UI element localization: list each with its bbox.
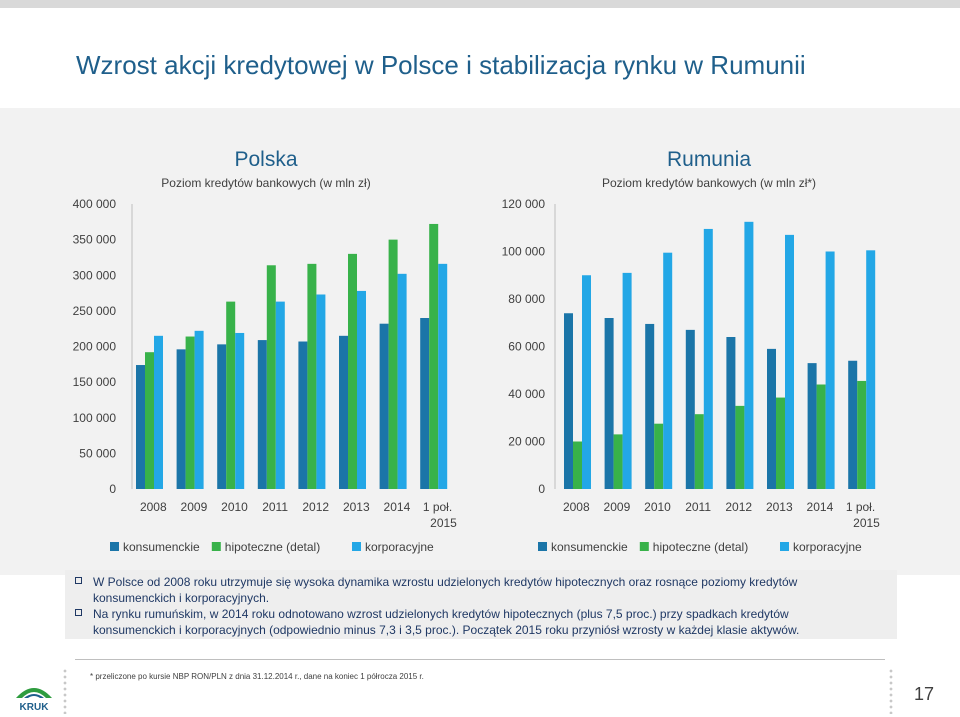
x-tick-label: 2015 [430,516,457,530]
bar-hipoteczne-2013 [776,398,785,489]
bar-konsumenckie-1po2015 [848,361,857,489]
bullet-marker-2 [75,609,82,616]
x-tick-label: 2011 [262,500,289,514]
legend-swatch [640,542,649,551]
bullet-marker-1 [75,577,82,584]
bar-korporacyjne-2011 [276,302,285,489]
bar-korporacyjne-2014 [826,252,835,490]
legend-label: konsumenckie [551,540,628,554]
chart-title: Polska [234,148,298,171]
bar-konsumenckie-1po2015 [420,318,429,489]
bullet-line-2: konsumenckich i korporacyjnych. [93,591,270,605]
bar-konsumenckie-2008 [564,313,573,489]
y-tick-label: 300 000 [72,268,116,283]
bullets-box [65,570,897,639]
bar-korporacyjne-2010 [663,253,672,489]
bar-konsumenckie-2011 [258,340,267,489]
bar-konsumenckie-2012 [726,337,735,489]
bar-konsumenckie-2008 [136,365,145,489]
bar-hipoteczne-2010 [226,302,235,489]
bar-korporacyjne-1po2015 [866,250,875,489]
y-tick-label: 0 [109,482,116,496]
x-tick-label: 2010 [644,500,671,514]
chart-title: Rumunia [666,148,752,171]
chart-subtitle: Poziom kredytów bankowych (w mln zł) [161,176,371,190]
bar-konsumenckie-2009 [605,318,614,489]
bar-konsumenckie-2010 [217,344,226,489]
x-tick-label: 2009 [180,500,208,514]
chart-ro [502,148,881,554]
x-tick-label: 2009 [603,500,631,514]
bar-hipoteczne-2009 [614,434,623,489]
logo-text: KRUK [19,702,49,712]
y-tick-label: 350 000 [72,232,116,247]
y-tick-label: 60 000 [508,339,545,354]
y-tick-label: 150 000 [72,375,116,390]
bar-hipoteczne-2012 [307,264,316,489]
bar-hipoteczne-2008 [573,442,582,490]
bar-korporacyjne-2008 [582,275,591,489]
legend-label: hipoteczne (detal) [224,540,321,554]
bullet-line-1: W Polsce od 2008 roku utrzymuje się wysoka dynamika wzrostu udzielonych kredytów hipotecznych oraz rosnące poziomy kredytów [93,575,798,589]
y-tick-label: 80 000 [508,292,545,306]
x-tick-label: 2008 [562,500,590,514]
bar-korporacyjne-2008 [154,336,163,489]
legend-label: hipoteczne (detal) [652,540,749,554]
y-tick-label: 250 000 [72,303,116,318]
bar-korporacyjne-2011 [704,229,713,489]
bar-konsumenckie-2012 [298,342,307,489]
bar-konsumenckie-2013 [767,349,776,489]
bar-hipoteczne-2008 [145,352,154,489]
legend-label: korporacyjne [365,540,434,554]
bar-korporacyjne-2012 [316,294,325,489]
bar-hipoteczne-2014 [817,385,826,490]
x-tick-label: 2014 [383,500,411,514]
bar-hipoteczne-2013 [348,254,357,489]
bar-korporacyjne-2013 [357,291,366,489]
footnote: * przeliczone po kursie NBP RON/PLN z dnia 31.12.2014 r., dane na koniec 1 półrocza 2015 r. [90,672,424,681]
bar-korporacyjne-2009 [195,331,204,489]
y-tick-label: 100 000 [501,244,545,259]
bar-hipoteczne-2009 [186,337,195,489]
x-tick-label: 1 poł. [422,500,453,514]
x-tick-label: 2014 [806,500,834,514]
footer-divider [75,659,885,660]
bar-korporacyjne-1po2015 [438,264,447,489]
bar-konsumenckie-2014 [808,363,817,489]
bar-hipoteczne-2012 [735,406,744,489]
bar-hipoteczne-2011 [695,414,704,489]
x-tick-label: 2012 [302,500,330,514]
bar-hipoteczne-2011 [267,265,276,489]
x-tick-label: 2008 [139,500,167,514]
y-tick-label: 200 000 [72,339,116,354]
bullet-line-4: konsumenckich i korporacyjnych (odpowiednio minus 7,3 i 3,5 proc.). Początek 2015 roku przyniósł wzrosty w każdej klasie aktywów. [93,623,800,637]
chart-subtitle: Poziom kredytów bankowych (w mln zł*) [601,176,817,190]
legend-swatch [110,542,119,551]
legend-swatch [780,542,789,551]
bar-konsumenckie-2009 [177,349,186,489]
x-tick-label: 2011 [685,500,712,514]
bar-korporacyjne-2014 [398,274,407,489]
bar-konsumenckie-2010 [645,324,654,489]
bar-hipoteczne-1po2015 [429,224,438,489]
legend-swatch [212,542,221,551]
bullet-line-3: Na rynku rumuńskim, w 2014 roku odnotowano wzrost udzielonych kredytów hipotecznych (plus 7,5 proc.) przy spadkach kredytów [93,607,789,621]
legend-swatch [352,542,361,551]
bar-konsumenckie-2013 [339,336,348,489]
y-tick-label: 50 000 [79,446,116,461]
y-tick-label: 120 000 [501,197,545,211]
bar-konsumenckie-2014 [380,324,389,489]
bar-korporacyjne-2012 [744,222,753,489]
dots-left [62,668,68,714]
x-tick-label: 2010 [221,500,248,514]
bar-hipoteczne-2010 [654,424,663,489]
legend-swatch [538,542,547,551]
chart-pl [73,148,458,554]
y-tick-label: 400 000 [72,197,116,211]
x-tick-label: 2015 [853,516,880,530]
bar-korporacyjne-2013 [785,235,794,489]
x-tick-label: 1 poł. [845,500,876,514]
y-tick-label: 20 000 [508,434,545,449]
y-tick-label: 40 000 [508,387,545,401]
y-tick-label: 0 [538,482,545,496]
x-tick-label: 2013 [342,500,370,514]
bar-korporacyjne-2009 [623,273,632,489]
bar-konsumenckie-2011 [686,330,695,489]
bar-hipoteczne-1po2015 [857,381,866,489]
legend-label: konsumenckie [123,540,200,554]
page-number: 17 [914,684,935,704]
kruk-logo [10,676,58,712]
x-tick-label: 2013 [765,500,793,514]
dots-right [888,668,894,714]
bar-korporacyjne-2010 [235,333,244,489]
page-title: Wzrost akcji kredytowej w Polsce i stabilizacja rynku w Rumunii [76,50,806,80]
y-tick-label: 100 000 [72,410,116,425]
bar-hipoteczne-2014 [389,240,398,489]
x-tick-label: 2012 [725,500,753,514]
legend-label: korporacyjne [793,540,862,554]
